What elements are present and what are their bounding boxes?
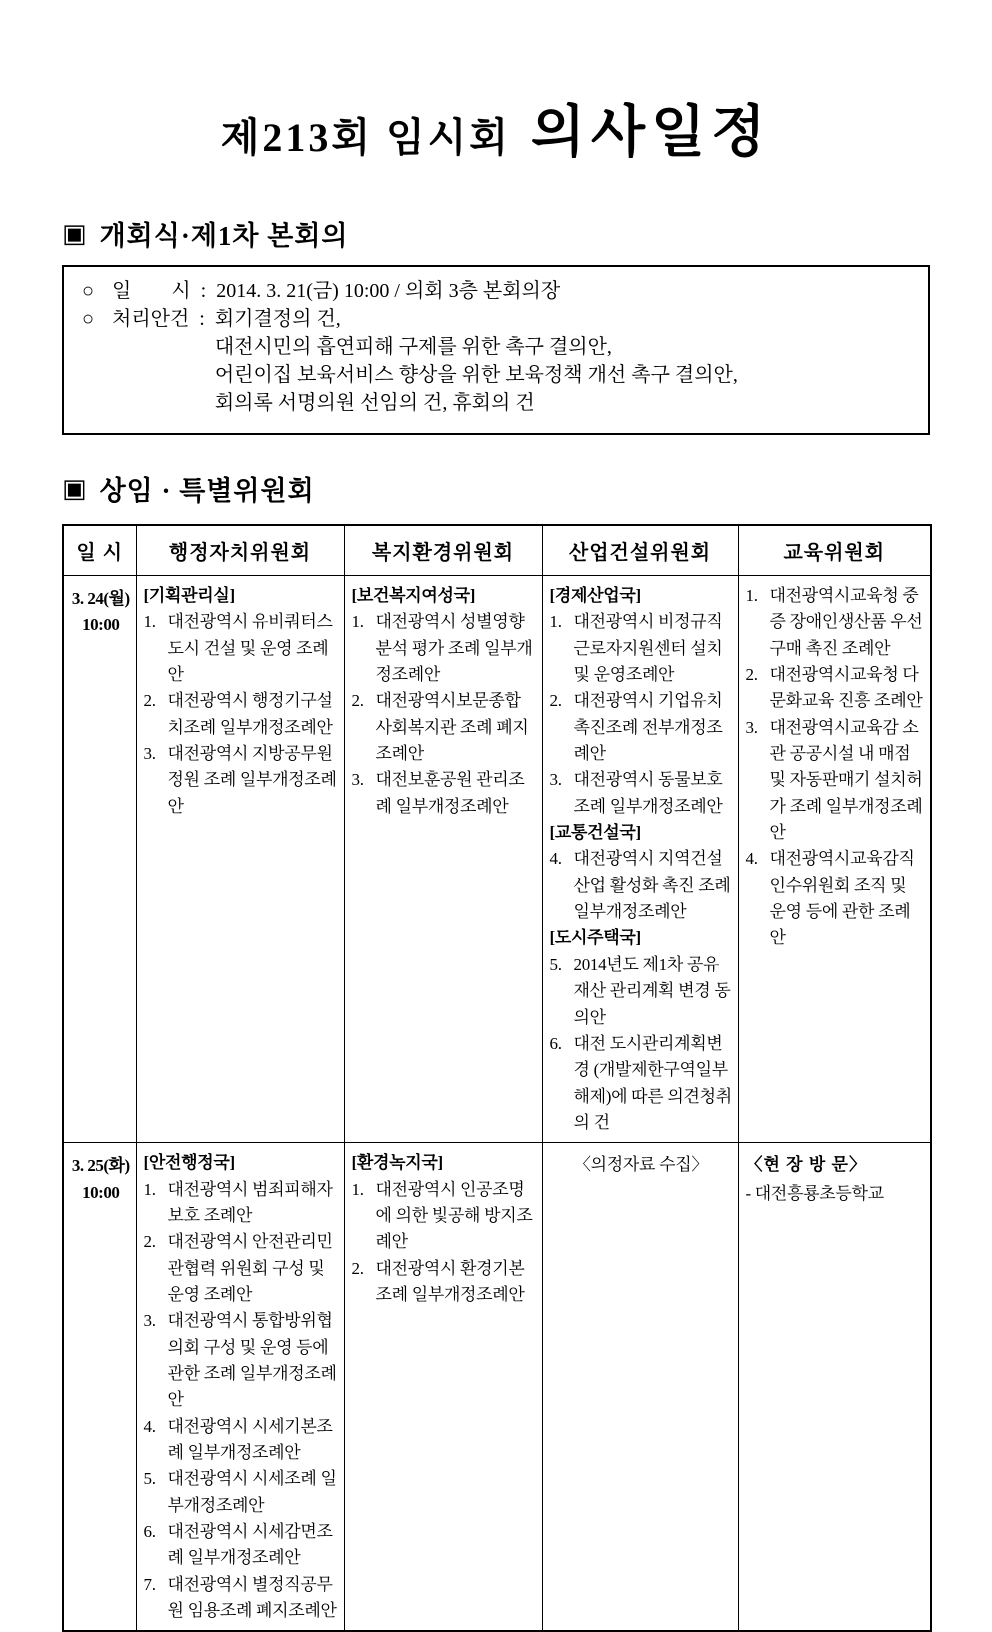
agenda-item-number: 1. xyxy=(549,612,562,632)
department-header: [보건복지여성국] xyxy=(351,586,476,605)
agenda-item-text: 대전광역시 지역건설산업 활성화 촉진 조례 일부개정조례안 xyxy=(573,849,731,922)
agenda-item xyxy=(550,767,733,820)
committee-cell xyxy=(344,576,542,1143)
schedule-row-1 xyxy=(63,1143,931,1632)
agenda-value xyxy=(215,305,914,417)
colon-separator: : xyxy=(200,280,207,302)
agenda-item xyxy=(352,688,537,767)
committee-heading-text: 상임 · 특별위원회 xyxy=(99,476,315,506)
note-text: 〈의정자료 수집〉 xyxy=(573,1155,709,1175)
page-title xyxy=(0,0,992,168)
column-header-4: 교육위원회 xyxy=(738,525,931,576)
date-cell xyxy=(63,576,136,1143)
agenda-item xyxy=(144,1414,339,1467)
committee-cell xyxy=(344,1143,542,1632)
document-title: 의사일정 xyxy=(530,102,772,164)
agenda-item-text: 대전광역시교육청 다문화교육 진흥 조례안 xyxy=(769,665,923,711)
agenda-item xyxy=(352,1256,537,1309)
agenda-item xyxy=(746,715,926,847)
datetime-label: 일 시 xyxy=(112,280,191,302)
opening-info-box xyxy=(62,265,930,435)
circle-bullet-icon: ○ xyxy=(82,308,95,330)
agenda-item-number: 1. xyxy=(143,1179,156,1199)
agenda-item xyxy=(746,846,926,951)
date-line: 3. 24(월) xyxy=(71,589,130,608)
agenda-item xyxy=(550,688,733,767)
department-header: [환경녹지국] xyxy=(351,1153,443,1173)
agenda-item-text: 대전광역시교육감 소관 공공시설 내 매점 및 자동판매기 설치허가 조례 일부개정조례안 xyxy=(769,717,923,843)
datetime-row xyxy=(82,277,914,305)
column-header-2: 복지환경위원회 xyxy=(344,525,542,576)
agenda-item-number: 5. xyxy=(549,954,562,974)
agenda-item-number: 3. xyxy=(745,717,758,737)
table-body xyxy=(63,576,931,1632)
agenda-item xyxy=(144,741,339,820)
datetime-value xyxy=(216,277,914,305)
agenda-item-number: 6. xyxy=(143,1522,156,1542)
header-row xyxy=(63,525,931,576)
committee-schedule-table xyxy=(62,524,932,1632)
agenda-item-text: 대전광역시 별정직공무원 임용조례 폐지조례안 xyxy=(167,1574,337,1621)
committee-cell xyxy=(542,1143,738,1632)
agenda-item-number: 4. xyxy=(745,849,758,869)
agenda-line: 회의록 서명의원 선임의 건, 휴회의 건 xyxy=(214,392,535,414)
colon-separator: : xyxy=(199,308,205,330)
department-header: [기획관리실] xyxy=(143,586,235,605)
agenda-item-number: 5. xyxy=(143,1469,156,1489)
agenda-item-number: 4. xyxy=(549,849,562,869)
agenda-item-text: 대전광역시 기업유치 촉진조례 전부개정조례안 xyxy=(573,691,723,764)
opening-heading-text: 개회식·제1차 본회의 xyxy=(99,221,349,251)
agenda-item-text: 대전광역시 성별영향분석 평가 조례 일부개정조례안 xyxy=(375,612,533,685)
committee-cell xyxy=(136,1143,344,1632)
agenda-item-text: 대전광역시 안전관리민관협력 위원회 구성 및 운영 조례안 xyxy=(167,1232,333,1304)
department-header: [도시주택국] xyxy=(549,928,641,948)
committee-cell xyxy=(738,576,931,1143)
agenda-item-text: 대전광역시 범죄피해자 보호 조례안 xyxy=(167,1179,333,1225)
committee-cell xyxy=(738,1143,931,1632)
agenda-item xyxy=(352,609,537,688)
agenda-item-text: 2014년도 제1차 공유재산 관리계획 변경 동의안 xyxy=(573,954,731,1027)
agenda-item-number: 1. xyxy=(351,612,364,632)
agenda-row xyxy=(82,305,914,417)
agenda-item-text: 대전광역시 지방공무원 정원 조례 일부개정조례안 xyxy=(167,744,337,816)
agenda-item xyxy=(144,1229,339,1308)
agenda-item-number: 3. xyxy=(549,770,562,790)
column-header-1: 행정자치위원회 xyxy=(136,525,344,576)
opening-section-heading xyxy=(62,214,930,253)
agenda-item-text: 대전광역시 통합방위협의회 구성 및 운영 등에 관한 조례 일부개정조례안 xyxy=(167,1311,337,1410)
datetime-line: 2014. 3. 21(금) 10:00 / 의회 3층 본회의장 xyxy=(216,280,561,302)
agenda-item-text: 대전광역시 비정규직 근로자지원센터 설치 및 운영조례안 xyxy=(573,612,723,685)
agenda-item xyxy=(550,1031,733,1136)
agenda-item xyxy=(144,1466,339,1519)
agenda-item xyxy=(144,609,339,688)
agenda-item-text: 대전광역시 시세기본조례 일부개정조례안 xyxy=(167,1416,333,1462)
date-cell xyxy=(63,1143,136,1632)
agenda-item xyxy=(144,1519,339,1572)
agenda-item xyxy=(550,846,733,925)
agenda-item-text: 대전광역시교육청 중증 장애인생산품 우선구매 촉진 조례안 xyxy=(769,586,923,658)
agenda-item-number: 1. xyxy=(143,612,156,632)
agenda-item-number: 1. xyxy=(745,586,758,605)
agenda-line: 대전시민의 흡연피해 구제를 위한 촉구 결의안, xyxy=(214,336,612,358)
agenda-item-text: 대전광역시 시세조례 일부개정조례안 xyxy=(167,1469,337,1515)
schedule-row-0 xyxy=(63,576,931,1143)
agenda-item-number: 3. xyxy=(351,770,364,790)
agenda-item xyxy=(746,662,926,715)
agenda-item-number: 3. xyxy=(143,744,156,764)
agenda-item-text: 대전광역시 동물보호조례 일부개정조례안 xyxy=(573,770,723,816)
agenda-item xyxy=(144,1177,339,1230)
committee-cell xyxy=(542,576,738,1143)
date-line: 10:00 xyxy=(82,1182,120,1202)
square-bullet-icon: ▣ xyxy=(62,473,88,503)
agenda-item-number: 6. xyxy=(549,1033,562,1053)
agenda-item xyxy=(352,767,537,820)
agenda-item-text: 대전 도시관리계획변경 (개발제한구역일부해제)에 따른 의견청취의 건 xyxy=(573,1033,732,1132)
agenda-item-number: 2. xyxy=(549,691,562,711)
agenda-item xyxy=(550,609,733,688)
agenda-item-number: 2. xyxy=(351,691,364,711)
column-header-0: 일 시 xyxy=(63,525,136,576)
agenda-item-number: 3. xyxy=(143,1311,156,1331)
agenda-item-text: 대전광역시 행정기구설치조례 일부개정조례안 xyxy=(167,691,333,737)
agenda-item-text: 대전광역시 환경기본조례 일부개정조례안 xyxy=(375,1258,525,1304)
agenda-item xyxy=(144,688,339,741)
date-line: 3. 25(화) xyxy=(71,1156,130,1176)
agenda-item-number: 2. xyxy=(143,1232,156,1252)
agenda-line: 회기결정의 건, xyxy=(214,308,341,330)
agenda-item-number: 1. xyxy=(351,1179,364,1199)
plain-text: - 대전흥룡초등학교 xyxy=(745,1183,884,1203)
agenda-item-number: 2. xyxy=(351,1258,364,1278)
agenda-item-number: 4. xyxy=(143,1416,156,1436)
agenda-item-number: 7. xyxy=(143,1574,156,1594)
square-bullet-icon: ▣ xyxy=(62,218,88,248)
date-line: 10:00 xyxy=(82,615,120,635)
agenda-item xyxy=(144,1572,339,1625)
department-header: [경제산업국] xyxy=(549,586,641,605)
committee-cell xyxy=(136,576,344,1143)
agenda-item-text: 대전광역시보문종합사회복지관 조례 폐지조례안 xyxy=(375,691,529,764)
agenda-item-text: 대전보훈공원 관리조례 일부개정조례안 xyxy=(375,770,525,816)
agenda-item-text: 대전광역시 유비쿼터스도시 건설 및 운영 조례안 xyxy=(167,612,333,685)
agenda-item xyxy=(550,952,733,1031)
agenda-item xyxy=(352,1177,537,1256)
agenda-line: 어린이집 보육서비스 향상을 위한 보육정책 개선 촉구 결의안, xyxy=(214,364,738,386)
agenda-item-text: 대전광역시교육감직 인수위원회 조직 및 운영 등에 관한 조례안 xyxy=(769,849,915,948)
department-header: [안전행정국] xyxy=(143,1153,235,1173)
agenda-item xyxy=(144,1308,339,1413)
agenda-item-number: 2. xyxy=(143,691,156,711)
committee-section-heading xyxy=(62,469,930,508)
department-header: [교통건설국] xyxy=(549,823,641,843)
note-text: 〈현 장 방 문〉 xyxy=(745,1155,867,1175)
circle-bullet-icon: ○ xyxy=(82,280,95,302)
agenda-label: 처리안건 xyxy=(112,308,190,330)
agenda-item-text: 대전광역시 인공조명에 의한 빛공해 방지조례안 xyxy=(375,1179,533,1252)
table-head xyxy=(63,525,931,576)
session-number: 제213회 임시회 xyxy=(220,115,511,160)
agenda-item-number: 2. xyxy=(745,665,758,685)
column-header-3: 산업건설위원회 xyxy=(542,525,738,576)
agenda-item xyxy=(746,583,926,662)
agenda-item-text: 대전광역시 시세감면조례 일부개정조례안 xyxy=(167,1522,333,1568)
